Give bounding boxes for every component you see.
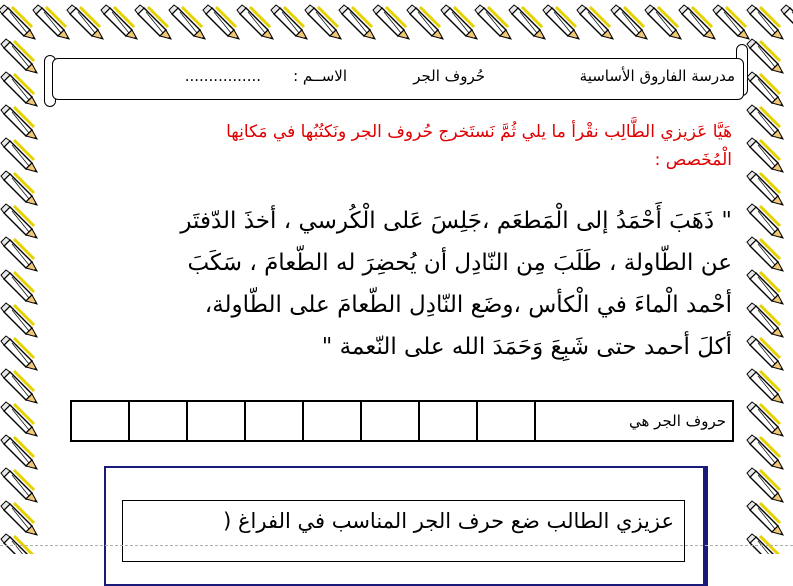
pencil-icon — [747, 138, 783, 172]
pencil-icon — [747, 501, 783, 535]
pencil-icon — [441, 5, 477, 39]
pencil-icon — [747, 336, 783, 370]
answer-table — [70, 400, 734, 442]
pencil-icon — [611, 5, 647, 39]
name-label: الاســم : — [293, 67, 347, 85]
instruction-line-1: هَيَّا عَزيزي الطَّالِب نقْرأ ما يلي ثُمَّ نَستَخرج حُروف الجر ونَكتُبُها في مَكانِها — [226, 122, 732, 142]
pencil-icon — [747, 5, 783, 39]
header-text — [61, 67, 735, 89]
answer-cell[interactable] — [129, 401, 187, 441]
pencil-icon — [509, 5, 545, 39]
pencil-icon — [2, 0, 46, 554]
passage-line-3: أحْمد الْماءَ في الْكأس ،وضَع النّادِل الطّعامَ على الطّاولة، — [204, 292, 732, 318]
name-blank[interactable]: ................ — [184, 67, 261, 85]
school-name: مدرسة الفاروق الأساسية — [579, 67, 735, 85]
answer-cell[interactable] — [187, 401, 245, 441]
pencil-icon — [135, 5, 171, 39]
pencil-icon — [203, 5, 239, 39]
passage-line-2: عن الطّاولة ، طَلَبَ مِن النّادِل أن يُحضِرَ له الطّعامَ ، سَكَبَ — [187, 250, 732, 276]
pencil-icon — [747, 72, 783, 106]
pencil-icon — [747, 534, 783, 554]
pencil-icon — [747, 303, 783, 337]
pencil-icon — [747, 237, 783, 271]
instruction-line-2: الْمُخَصص : — [654, 150, 732, 170]
pencil-icon — [747, 402, 783, 436]
passage-line-4: أكلَ أحمد حتى شَبِعَ وَحَمَدَ الله على النّعمة " — [321, 334, 732, 360]
pencil-icon — [747, 435, 783, 469]
pencil-icon — [713, 5, 749, 39]
pencil-icon — [305, 5, 341, 39]
page-break-line — [0, 545, 793, 546]
pencil-icon — [747, 39, 783, 73]
pencil-icon — [543, 5, 579, 39]
answer-cell[interactable] — [477, 401, 535, 441]
pencil-icon — [577, 5, 613, 39]
pencil-icon — [781, 5, 793, 39]
topic-title: حُروف الجر — [413, 67, 485, 85]
pencil-icon — [747, 105, 783, 139]
answer-cell[interactable] — [71, 401, 129, 441]
pencil-icon — [747, 270, 783, 304]
pencil-icon — [271, 5, 307, 39]
reading-passage — [70, 200, 732, 368]
answer-cell[interactable] — [419, 401, 477, 441]
pencil-icon — [237, 5, 273, 39]
pencil-icon — [373, 5, 409, 39]
pencil-icon — [67, 5, 103, 39]
answer-cell[interactable] — [245, 401, 303, 441]
answer-cell[interactable] — [303, 401, 361, 441]
answer-table-label: حروف الجر هي — [535, 401, 733, 441]
pencil-icon — [101, 5, 137, 39]
pencil-icon — [169, 5, 205, 39]
pencil-icon — [747, 468, 783, 502]
exercise-frame — [104, 466, 708, 586]
header-box — [52, 58, 744, 100]
pencil-icon — [747, 171, 783, 205]
exercise-box — [122, 500, 685, 562]
pencil-icon — [747, 369, 783, 403]
pencil-icon — [747, 204, 783, 238]
pencil-icon — [679, 5, 715, 39]
pencil-icon — [475, 5, 511, 39]
pencil-icon — [339, 5, 375, 39]
left-pencil-border — [2, 0, 46, 554]
pencil-icon — [407, 5, 443, 39]
pencil-icon — [645, 5, 681, 39]
answer-cell[interactable] — [361, 401, 419, 441]
exercise-text: عزيزي الطالب ضع حرف الجر المناسب في الفراغ ( — [223, 509, 674, 533]
passage-line-1: " ذَهَبَ أَحْمَدُ إلى الْمَطعَم ،جَلِسَ عَلى الْكُرسي ، أخذَ الدّفتَر — [180, 208, 732, 234]
instruction — [80, 118, 732, 174]
